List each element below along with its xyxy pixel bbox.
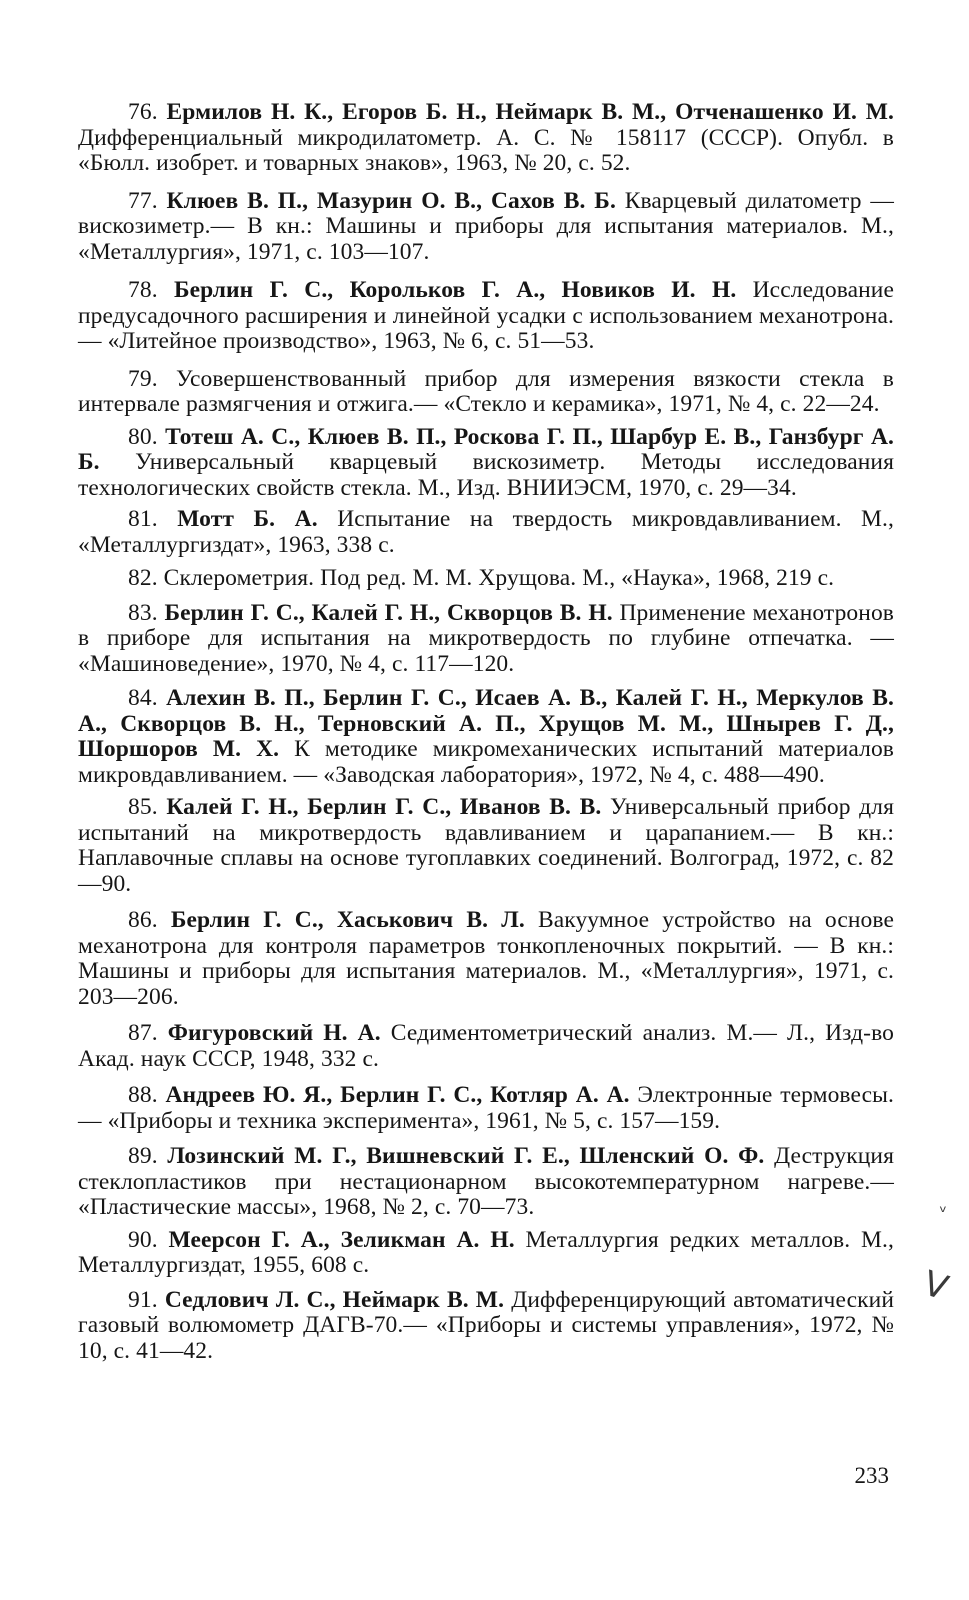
reference-78 (78, 278, 894, 355)
reference-authors: Ермилов Н. К., Егоров Б. Н., Неймарк В. М., Отченашенко И. М. (166, 99, 894, 125)
reference-83 (78, 601, 894, 678)
reference-89 (78, 1144, 894, 1221)
reference-90 (78, 1228, 894, 1279)
reference-76 (78, 100, 894, 177)
reference-84 (78, 686, 894, 788)
reference-authors: Седлович Л. С., Неймарк В. М. (164, 1286, 505, 1313)
reference-authors: Фигуровский Н. А. (167, 1020, 381, 1046)
reference-number: 77. (128, 187, 158, 214)
reference-authors: Мотт Б. А. (177, 506, 318, 532)
reference-authors: Берлин Г. С., Корольков Г. А., Новиков И. Н. (173, 277, 737, 303)
reference-79 (78, 367, 894, 418)
reference-authors: Лозинский М. Г., Вишневский Г. Е., Шленский О. Ф. (167, 1143, 765, 1169)
reference-number: 78. (128, 277, 158, 303)
reference-text: Электронные термовесы.— «Приборы и техника эксперимента», 1961, № 5, с. 157—159. (78, 1082, 894, 1134)
reference-list (78, 100, 894, 1364)
reference-87 (78, 1021, 894, 1072)
reference-text: Вакуумное устройство на основе механотрона для контроля параметров тонкопленочных покрытий. — В кн.: Машины и приборы для испытания материалов. М., «Металлургия», 1971, с. 203—206. (78, 907, 894, 1010)
reference-text: Дифференцирующий автоматический газовый волюмометр ДАГВ-70.— «Приборы и системы управления», 1972, № 10, с. 41—42. (78, 1286, 894, 1364)
reference-number: 86. (128, 907, 158, 933)
reference-81 (78, 507, 894, 558)
reference-number: 76. (128, 99, 158, 125)
reference-80 (78, 425, 894, 502)
reference-number: 88. (128, 1082, 158, 1108)
reference-authors: Берлин Г. С., Хаськович В. Л. (170, 907, 525, 933)
reference-number: 80. (128, 423, 158, 450)
reference-number: 90. (128, 1226, 158, 1253)
reference-text: Деструкция стеклопластиков при нестационарном высокотемпературном нагреве.— «Пластические массы», 1968, № 2, с. 70—73. (78, 1143, 894, 1220)
reference-number: 81. (128, 506, 158, 532)
reference-number: 87. (128, 1020, 158, 1046)
margin-pencil-mark: V (918, 1263, 953, 1309)
reference-text: Усовершенствованный прибор для измерения вязкости стекла в интервале размягчения и отжига.— «Стекло и керамика», 1971, № 4, с. 22—24. (78, 365, 894, 417)
reference-number: 83. (128, 599, 158, 626)
reference-authors: Клюев В. П., Мазурин О. В., Сахов В. Б. (166, 187, 616, 214)
reference-text: К методике микромеханических испытаний материалов микровдавливанием. — «Заводская лаборатория», 1972, № 4, с. 488—490. (78, 736, 894, 788)
reference-text: Дифференциальный микродилатометр. А. С. № 158117 (СССР). Опубл. в «Бюлл. изобрет. и товарных знаков», 1963, № 20, с. 52. (78, 124, 894, 176)
reference-85 (78, 795, 894, 897)
reference-text: Металлургия редких металлов. М., Металлургиздат, 1955, 608 с. (78, 1226, 894, 1278)
reference-text: Универсальный прибор для испытаний на микротвердость вдавливанием и царапанием.— В кн.: Наплавочные сплавы на основе тугоплавких соединений. Волгоград, 1972, с. 82—90. (78, 794, 894, 897)
reference-text: Склерометрия. Под ред. М. М. Хрущова. М., «Наука», 1968, 219 с. (163, 565, 835, 591)
reference-text: Универсальный кварцевый вискозиметр. Методы исследования технологических свойств стекла. М., Изд. ВНИИЭСМ, 1970, с. 29—34. (78, 449, 894, 501)
page-number: 233 (854, 1463, 889, 1488)
reference-text: Кварцевый дилатометр — вискозиметр.— В кн.: Машины и приборы для испытания материалов. М., «Металлургия», 1971, с. 103—107. (78, 187, 894, 265)
reference-text: Исследование предусадочного расширения и линейной усадки с использованием механотрона.— «Литейное производство», 1963, № 6, с. 51—53. (78, 277, 894, 354)
reference-88 (78, 1083, 894, 1134)
reference-text: Испытание на твердость микровдавливанием. М., «Металлургиздат», 1963, 338 с. (78, 506, 894, 558)
reference-number: 79. (128, 365, 158, 392)
reference-91 (78, 1288, 894, 1365)
reference-text: Применение механотронов в приборе для испытания на микротвердость по глубине отпечатка. — «Машиноведение», 1970, № 4, с. 117—120. (78, 599, 894, 677)
reference-77 (78, 189, 894, 266)
reference-number: 85. (128, 794, 158, 820)
reference-authors: Калей Г. Н., Берлин Г. С., Иванов В. В. (166, 794, 602, 820)
reference-number: 91. (128, 1286, 158, 1313)
reference-number: 82. (128, 565, 158, 591)
reference-authors: Алехин В. П., Берлин Г. С., Исаев А. В., Калей Г. Н., Меркулов В. А., Скворцов В. Н., Терновский А. П., Хрущов М. М., Шнырев Г. Д., Шоршоров М. Х. (78, 685, 894, 762)
reference-authors: Тотеш А. С., Клюев В. П., Роскова Г. П., Шарбур Е. В., Ганзбург А. Б. (78, 423, 894, 475)
reference-authors: Меерсон Г. А., Зеликман А. Н. (168, 1226, 515, 1253)
reference-authors: Берлин Г. С., Калей Г. Н., Скворцов В. Н. (164, 599, 613, 626)
reference-authors: Андреев Ю. Я., Берлин Г. С., Котляр А. А. (165, 1082, 630, 1108)
reference-number: 89. (128, 1143, 158, 1169)
reference-82 (78, 566, 894, 592)
margin-pencil-mark: ᵥ (939, 1196, 947, 1217)
reference-text: Седиментометрический анализ. М.— Л., Изд-во Акад. наук СССР, 1948, 332 с. (78, 1020, 894, 1072)
reference-86 (78, 908, 894, 1010)
reference-number: 84. (128, 685, 158, 711)
